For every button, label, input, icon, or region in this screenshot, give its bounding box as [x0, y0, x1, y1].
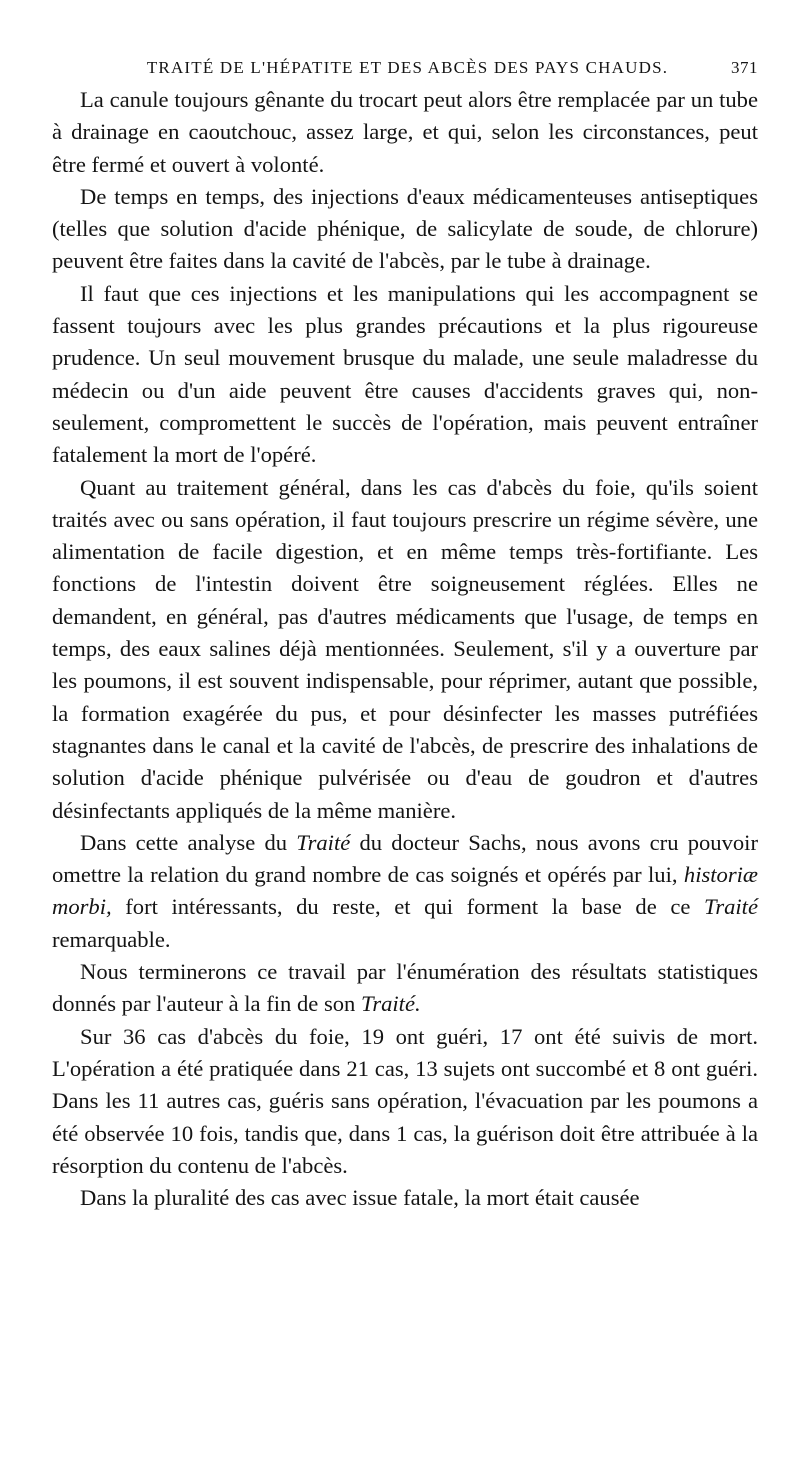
- page-number: 371: [731, 58, 758, 77]
- text-run: De temps en temps, des injections d'eaux médicamenteuses antiseptiques (telles que solution d'acide phénique, de salicylate de soude, de chlorure) peuvent être faites dans la cavité de l'abcès, par le tube à drainage.: [52, 183, 758, 274]
- paragraph: [52, 84, 758, 181]
- paragraph: [52, 956, 758, 1021]
- text-run: Sur 36 cas d'abcès du foie, 19 ont guéri, 17 ont été suivis de mort. L'opération a été pratiquée dans 21 cas, 13 sujets ont succombé et 8 ont guéri. Dans les 11 autres cas, guéris sans opération, l'évacuation par les poumons a été observée 10 fois, tandis que, dans 1 cas, la guérison doit être attribuée à la résorption du contenu de l'abcès.: [52, 1023, 758, 1178]
- paragraph: [52, 472, 758, 827]
- text-run: Il faut que ces injections et les manipulations qui les accompagnent se fassent toujours avec les plus grandes précautions et la plus rigoureuse prudence. Un seul mouvement brusque du malade, une seule maladresse du médecin ou d'un aide peuvent être causes d'accidents graves qui, non-seulement, compromettent le succès de l'opération, mais peuvent entraîner fatalement la mort de l'opéré.: [52, 280, 758, 468]
- paragraph: [52, 181, 758, 278]
- text-run: remarquable.: [52, 926, 171, 952]
- running-title: TRAITÉ DE L'HÉPATITE ET DES ABCÈS DES PAYS CHAUDS.: [146, 58, 669, 77]
- text-run: fort intéressants, du reste, et qui forment la base de ce: [111, 894, 704, 920]
- text-run: du docteur Sachs, nous avons cru pouvoir omettre la relation du grand nombre de cas soignés et opérés par lui,: [52, 829, 758, 888]
- paragraph: [52, 827, 758, 956]
- paragraph: [52, 278, 758, 472]
- book-page: [52, 58, 758, 1214]
- text-run: Quant au traitement général, dans les cas d'abcès du foie, qu'ils soient traités avec ou sans opération, il faut toujours prescrire un régime sévère, une alimentation de facile digestion, et en même temps très-fortifiante. Les fonctions de l'intestin doivent être soigneusement réglées. Elles ne demandent, en général, pas d'autres médicaments que l'usage, de temps en temps, des eaux salines déjà mentionnées. Seulement, s'il y a ouverture par les poumons, il est souvent indispensable, pour réprimer, autant que possible, la formation exagérée du pus, et pour désinfecter les masses putréfiées stagnantes dans le canal et la cavité de l'abcès, de prescrire des inhalations de solution d'acide phénique pulvérisée ou d'eau de goudron et d'autres désinfectants appliqués de la même manière.: [52, 474, 758, 823]
- italic-text: historiæ morbi,: [52, 862, 758, 920]
- running-header: [64, 58, 758, 78]
- text-run: Dans cette analyse du: [80, 829, 297, 855]
- italic-text: Traité.: [361, 991, 421, 1017]
- paragraph: [52, 1021, 758, 1182]
- paragraph: [52, 1182, 758, 1214]
- italic-text: Traité: [704, 894, 758, 920]
- italic-text: Traité: [296, 829, 351, 855]
- text-run: Nous terminerons ce travail par l'énumération des résultats statistiques donnés par l'auteur à la fin de son: [52, 959, 758, 1017]
- text-run: Dans la pluralité des cas avec issue fatale, la mort était causée: [80, 1185, 640, 1211]
- body-text: [52, 84, 758, 1214]
- text-run: La canule toujours gênante du trocart peut alors être remplacée par un tube à drainage en caoutchouc, assez large, et qui, selon les circonstances, peut être fermé et ouvert à volonté.: [52, 87, 758, 177]
